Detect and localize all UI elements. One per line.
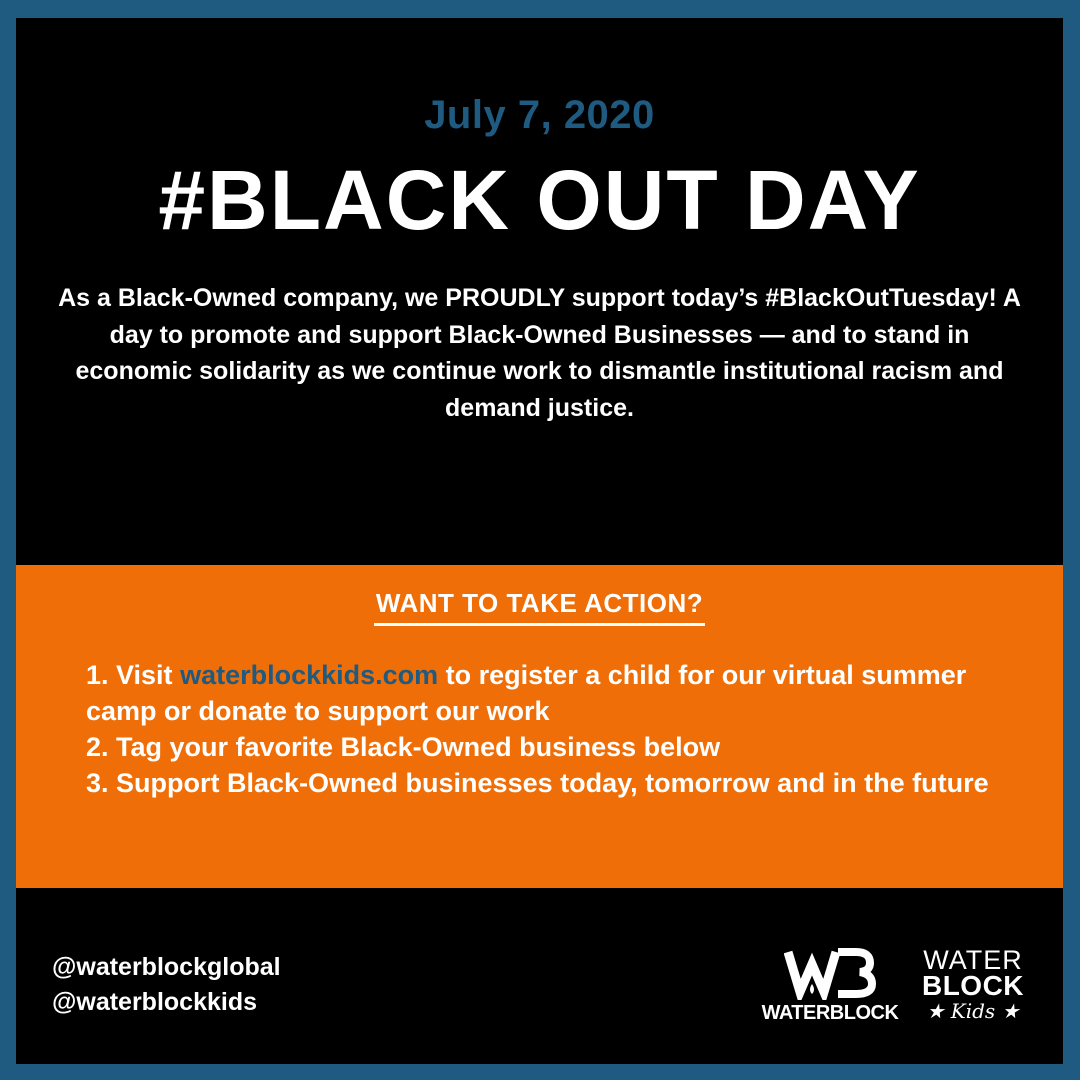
waterblock-wordmark: WATERBLOCK (761, 1002, 899, 1024)
step-2: 2. Tag your favorite Black-Owned business below (86, 732, 721, 762)
post-date: July 7, 2020 (424, 93, 655, 137)
handle-waterblockkids[interactable]: @waterblockkids (52, 988, 258, 1016)
kids-logo-line2: BLOCK (921, 970, 1025, 1001)
action-title-text: WANT TO TAKE ACTION? (374, 588, 705, 626)
intro-text: As a Black-Owned company, we PROUDLY support today’s #BlackOutTuesday! A day to promote and support Black-Owned Businesses — and to stand in economic solidarity as we continue work to dismantle institutional racism and demand justice. (58, 284, 1021, 422)
action-panel (16, 565, 1063, 888)
post-canvas (16, 18, 1063, 1064)
step-3: 3. Support Black-Owned businesses today, tomorrow and in the future (86, 768, 989, 798)
social-handles (52, 950, 281, 1020)
headline: #BLACK OUT DAY (158, 153, 921, 247)
handle-waterblockglobal[interactable]: @waterblockglobal (52, 953, 281, 981)
kids-logo-line3: ★ Kids ★ (926, 999, 1020, 1023)
action-title (16, 588, 1063, 626)
action-steps (86, 657, 1026, 801)
wb-monogram-icon (784, 946, 876, 1000)
website-link[interactable]: waterblockkids.com (180, 660, 439, 690)
step-1 (86, 657, 1026, 729)
waterblock-logo (754, 946, 906, 1028)
step-1-suffix: to register a child for our virtual summer camp or donate to support our work (86, 660, 967, 726)
waterblock-kids-logo (914, 945, 1032, 1030)
step-1-prefix: 1. Visit (86, 660, 181, 690)
kids-logo-line1: WATER (923, 945, 1023, 975)
